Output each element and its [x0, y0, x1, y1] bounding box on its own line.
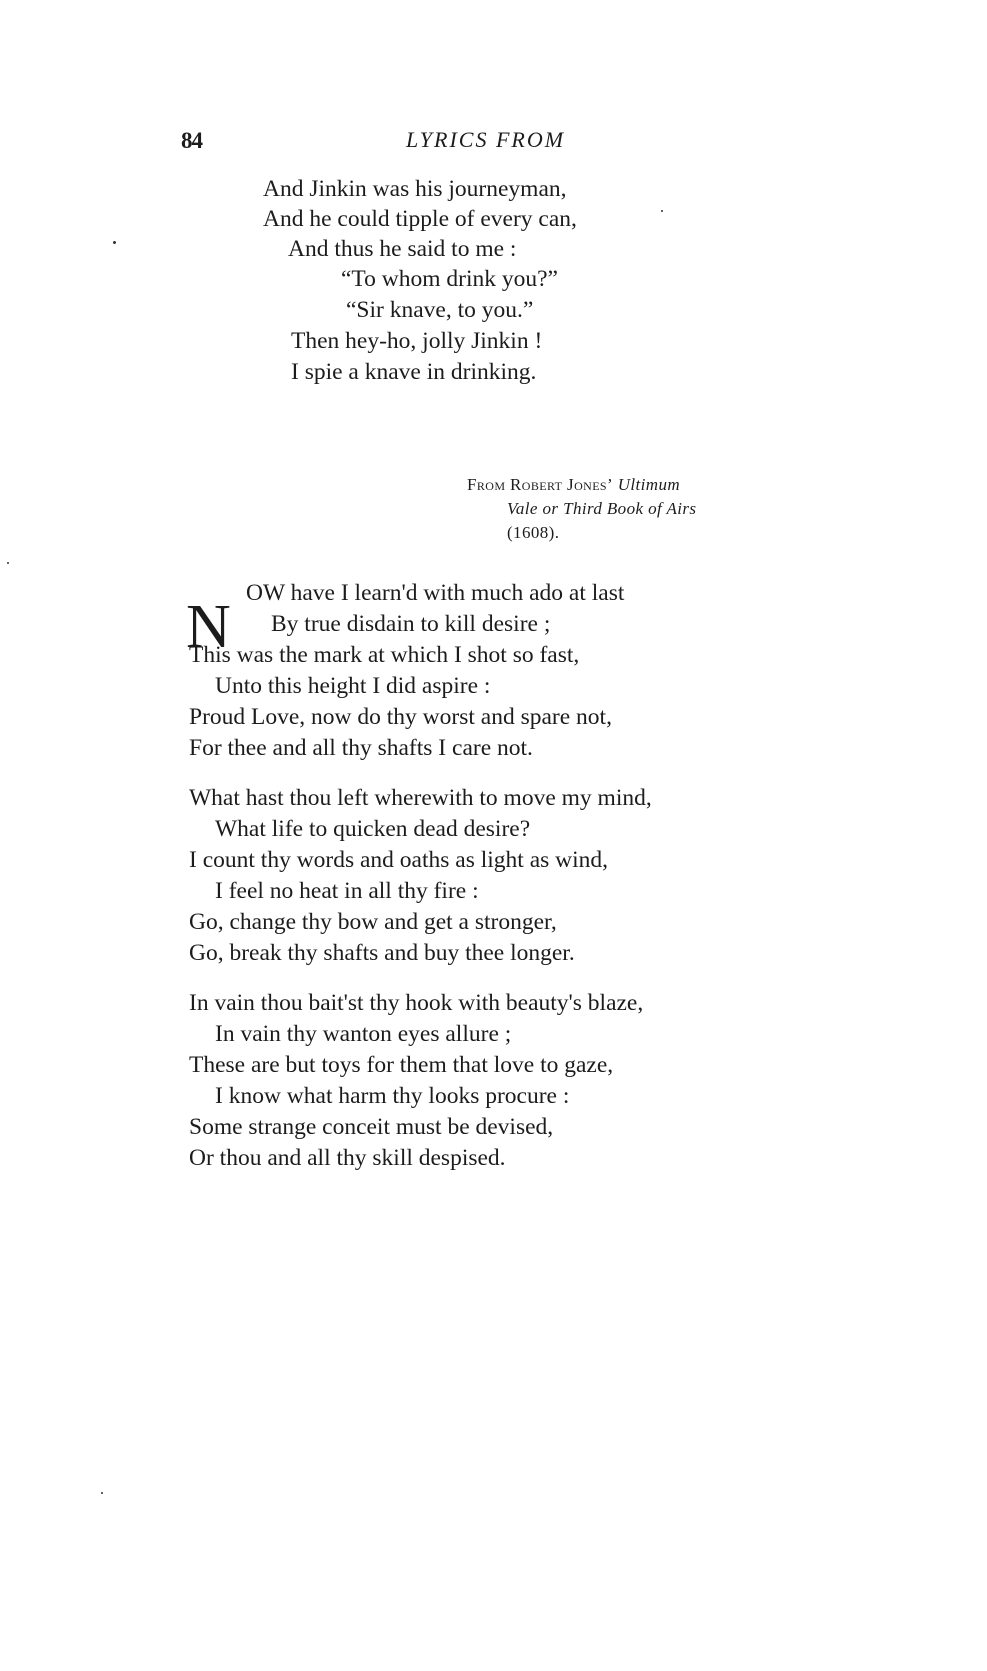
scan-speck: [7, 562, 9, 564]
poem-line: Go, break thy shafts and buy thee longer.: [189, 940, 575, 966]
source-year: (1608).: [507, 523, 560, 542]
poem-line: OW have I learn'd with much ado at last: [246, 580, 625, 606]
source-author: Robert Jones’: [510, 475, 614, 494]
poem-line: I feel no heat in all thy fire :: [215, 878, 479, 904]
poem-line: Some strange conceit must be devised,: [189, 1114, 554, 1140]
poem-line: “To whom drink you?”: [341, 266, 558, 292]
poem-line: I spie a knave in drinking.: [291, 359, 537, 385]
page-number: 84: [181, 128, 202, 153]
poem-line: This was the mark at which I shot so fast,: [189, 642, 580, 668]
source-title-continued: Vale or Third Book of Airs: [507, 499, 697, 518]
poem-line: I know what harm thy looks procure :: [215, 1083, 570, 1109]
poem-line: Or thou and all thy skill despised.: [189, 1145, 506, 1171]
poem-line: And he could tipple of every can,: [263, 206, 577, 232]
poem-line: What hast thou left wherewith to move my mind,: [189, 785, 652, 811]
poem-line: In vain thy wanton eyes allure ;: [215, 1021, 512, 1047]
poem-line: And thus he said to me :: [288, 236, 517, 262]
poem-line: These are but toys for them that love to gaze,: [189, 1052, 614, 1078]
source-title: Ultimum: [617, 475, 681, 494]
poem-line: Proud Love, now do thy worst and spare not,: [189, 704, 612, 730]
running-title: LYRICS FROM: [406, 127, 566, 152]
poem-line: Go, change thy bow and get a stronger,: [189, 909, 557, 935]
poem-line: “Sir knave, to you.”: [346, 297, 534, 323]
poem-line: In vain thou bait'st thy hook with beauty's blaze,: [189, 990, 644, 1016]
scan-speck: [101, 1492, 103, 1494]
poem-line: And Jinkin was his journeyman,: [263, 176, 567, 202]
poem-line: For thee and all thy shafts I care not.: [189, 735, 533, 761]
source-prefix: From: [467, 475, 511, 494]
poem-line: By true disdain to kill desire ;: [271, 611, 551, 637]
drop-cap: N: [186, 593, 231, 661]
scan-speck: [113, 241, 116, 244]
poem-line: Unto this height I did aspire :: [215, 673, 491, 699]
scan-speck: [661, 210, 663, 212]
poem-line: What life to quicken dead desire?: [215, 816, 531, 842]
poem-line: Then hey-ho, jolly Jinkin !: [291, 328, 543, 354]
poem-line: I count thy words and oaths as light as wind,: [189, 847, 609, 873]
